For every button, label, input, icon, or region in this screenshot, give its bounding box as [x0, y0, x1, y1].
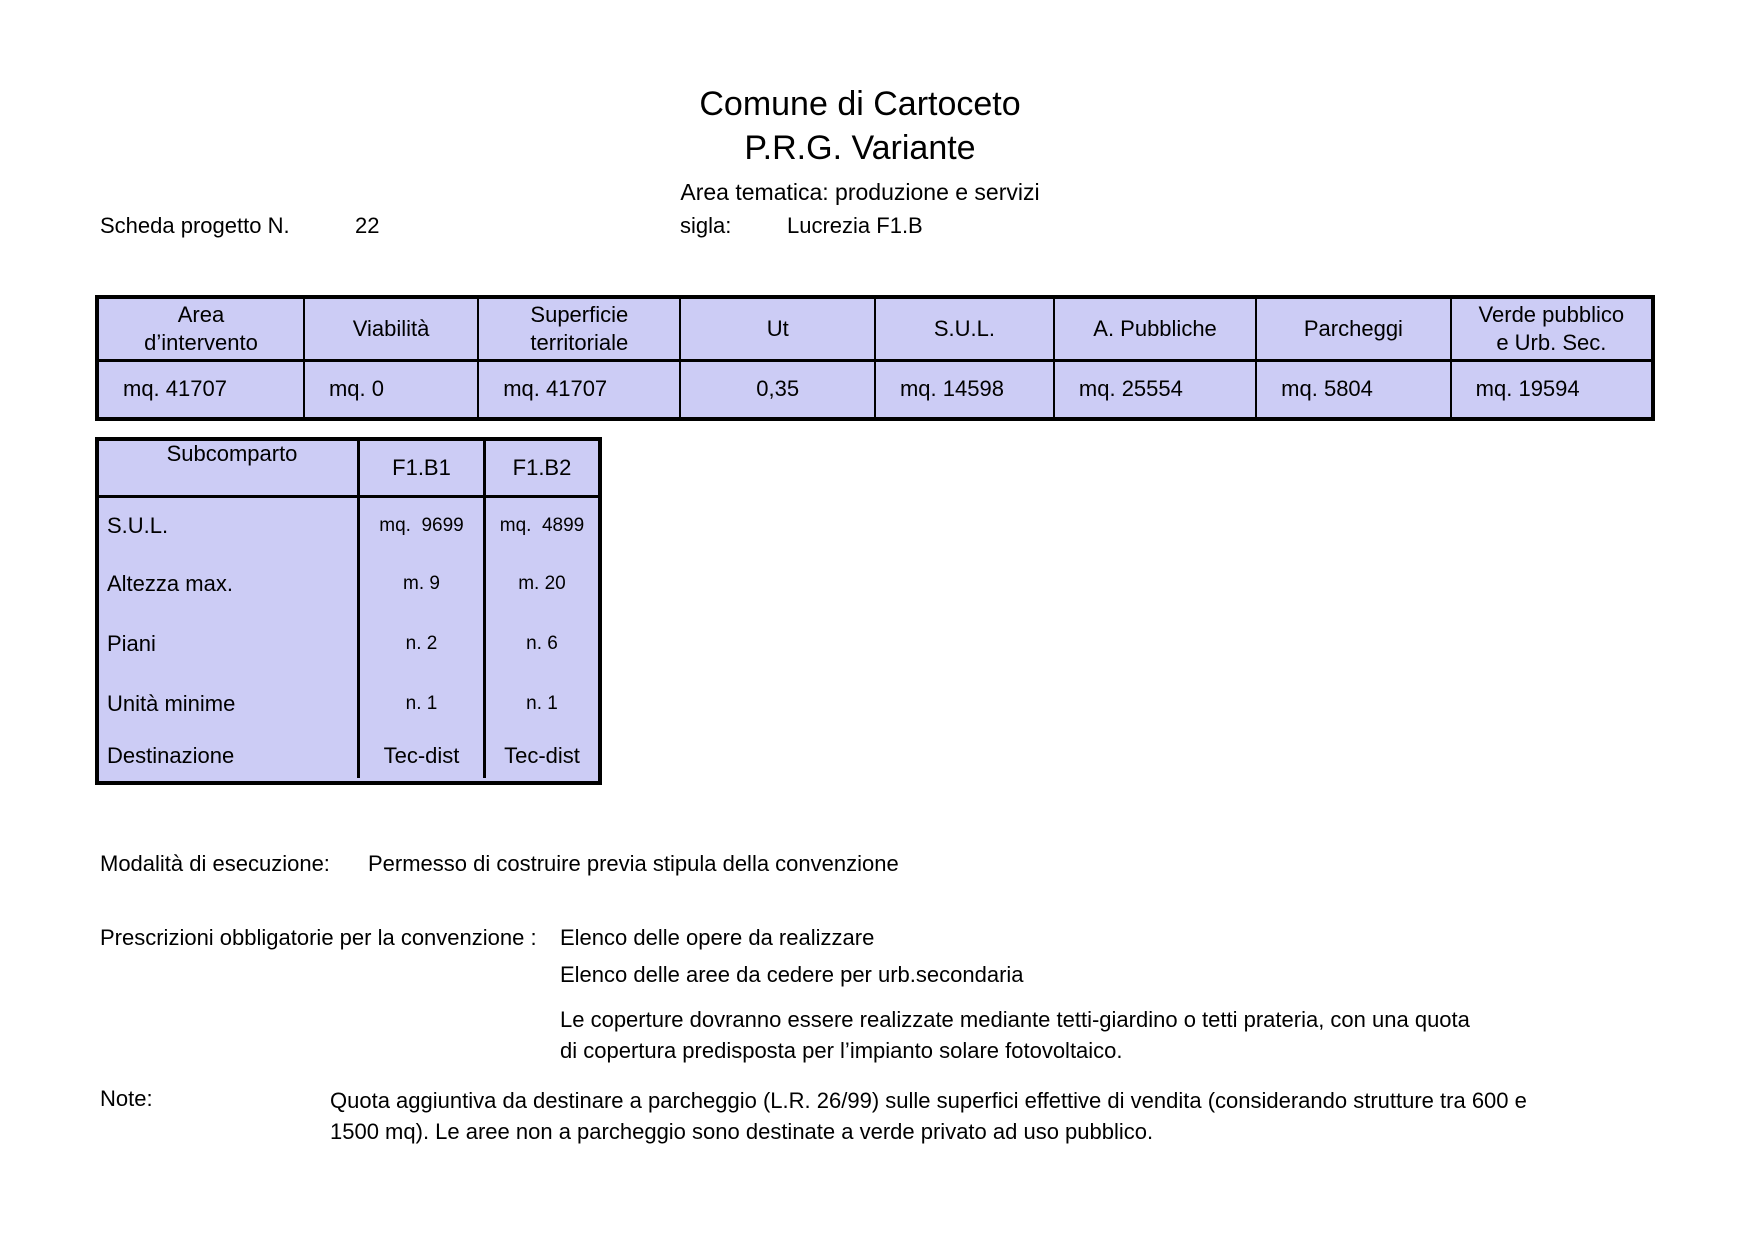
row-label-sul: S.U.L. — [107, 513, 169, 538]
value-a-pubbliche: mq. 25554 — [1054, 361, 1256, 419]
parameters-header-row — [97, 297, 1653, 361]
f1b1-piani: n. 2 — [405, 633, 438, 654]
row-label-unita-minime: Unità minime — [107, 691, 236, 716]
value-viabilita: mq. 0 — [304, 361, 478, 419]
value-ut: 0,35 — [680, 361, 875, 419]
f1b1-destinazione: Tec-dist — [383, 743, 460, 768]
row-label-destinazione: Destinazione — [107, 743, 235, 768]
col-header-verde-pubblico: Verde pubblico e Urb. Sec. — [1451, 297, 1653, 361]
value-area-intervento: mq. 41707 — [123, 376, 227, 402]
f1b2-piani: n. 6 — [526, 633, 558, 654]
subcomparto-header-f1b1: F1.B1 — [357, 441, 483, 495]
note-text-line1: Quota aggiuntiva da destinare a parcheggio (L.R. 26/99) sulle superfici effettive di vendita (considerando strutture tra 600 e — [330, 1088, 1527, 1113]
f1b2-sul: mq. 4899 — [499, 515, 585, 536]
subcomparto-f1b2-column — [483, 498, 598, 778]
col-header-superficie: Superficie territoriale — [478, 297, 680, 361]
document-title: Comune di Cartoceto — [699, 85, 1021, 123]
prescrizioni-item-1: Elenco delle opere da realizzare — [560, 925, 875, 950]
f1b1-altezza: m. 9 — [403, 573, 440, 594]
value-verde-pubblico: mq. 19594 — [1451, 361, 1653, 419]
document-subtitle: P.R.G. Variante — [744, 129, 976, 167]
row-label-piani: Piani — [107, 631, 156, 656]
col-header-a-pubbliche: A. Pubbliche — [1054, 297, 1256, 361]
note-label: Note: — [100, 1086, 153, 1111]
prescrizioni-label: Prescrizioni obbligatorie per la convenzione : — [100, 925, 537, 950]
col-header-viabilita: Viabilità — [304, 297, 478, 361]
prescrizioni-paragraph-line1: Le coperture dovranno essere realizzate mediante tetti-giardino o tetti prateria, con una quota — [560, 1007, 1470, 1032]
col-header-ut: Ut — [680, 297, 875, 361]
subcomparto-f1b1-column — [357, 498, 483, 778]
project-number-value: 22 — [355, 213, 380, 238]
subcomparto-labels-column — [99, 498, 357, 778]
parameters-value-row — [97, 361, 1653, 419]
note-text-line2: 1500 mq). Le aree non a parcheggio sono destinate a verde privato ad uso pubblico. — [330, 1119, 1154, 1144]
area-tematica-line: Area tematica: produzione e servizi — [680, 179, 1040, 205]
col-header-parcheggi: Parcheggi — [1256, 297, 1451, 361]
value-parcheggi: mq. 5804 — [1256, 361, 1451, 419]
subcomparto-header-row — [99, 441, 598, 498]
subcomparto-table — [95, 437, 602, 785]
sigla-value: Lucrezia F1.B — [787, 213, 923, 238]
value-superficie: mq. 41707 — [478, 361, 680, 419]
modalita-value: Permesso di costruire previa stipula della convenzione — [368, 851, 899, 876]
prescrizioni-item-2: Elenco delle aree da cedere per urb.secondaria — [560, 962, 1024, 987]
subcomparto-header-label: Subcomparto — [166, 441, 298, 466]
note-text — [330, 1085, 1527, 1147]
col-header-area-intervento: Area d’intervento — [97, 297, 304, 361]
subcomparto-header-f1b2: F1.B2 — [483, 441, 598, 495]
parameters-table — [95, 295, 1655, 421]
f1b2-unita-minime: n. 1 — [526, 693, 558, 714]
f1b2-altezza: m. 20 — [518, 573, 566, 594]
f1b1-sul: mq. 9699 — [379, 515, 464, 536]
prescrizioni-paragraph — [560, 1004, 1470, 1066]
modalita-label: Modalità di esecuzione: — [100, 851, 330, 876]
col-header-sul: S.U.L. — [875, 297, 1054, 361]
prescrizioni-paragraph-line2: di copertura predisposta per l’impianto solare fotovoltaico. — [560, 1038, 1123, 1063]
value-sul: mq. 14598 — [875, 361, 1054, 419]
row-label-altezza: Altezza max. — [107, 571, 233, 596]
f1b1-unita-minime: n. 1 — [405, 693, 438, 714]
sigla-label: sigla: — [680, 213, 732, 238]
project-number-label: Scheda progetto N. — [100, 213, 290, 238]
f1b2-destinazione: Tec-dist — [504, 743, 580, 768]
subcomparto-body — [99, 498, 598, 778]
